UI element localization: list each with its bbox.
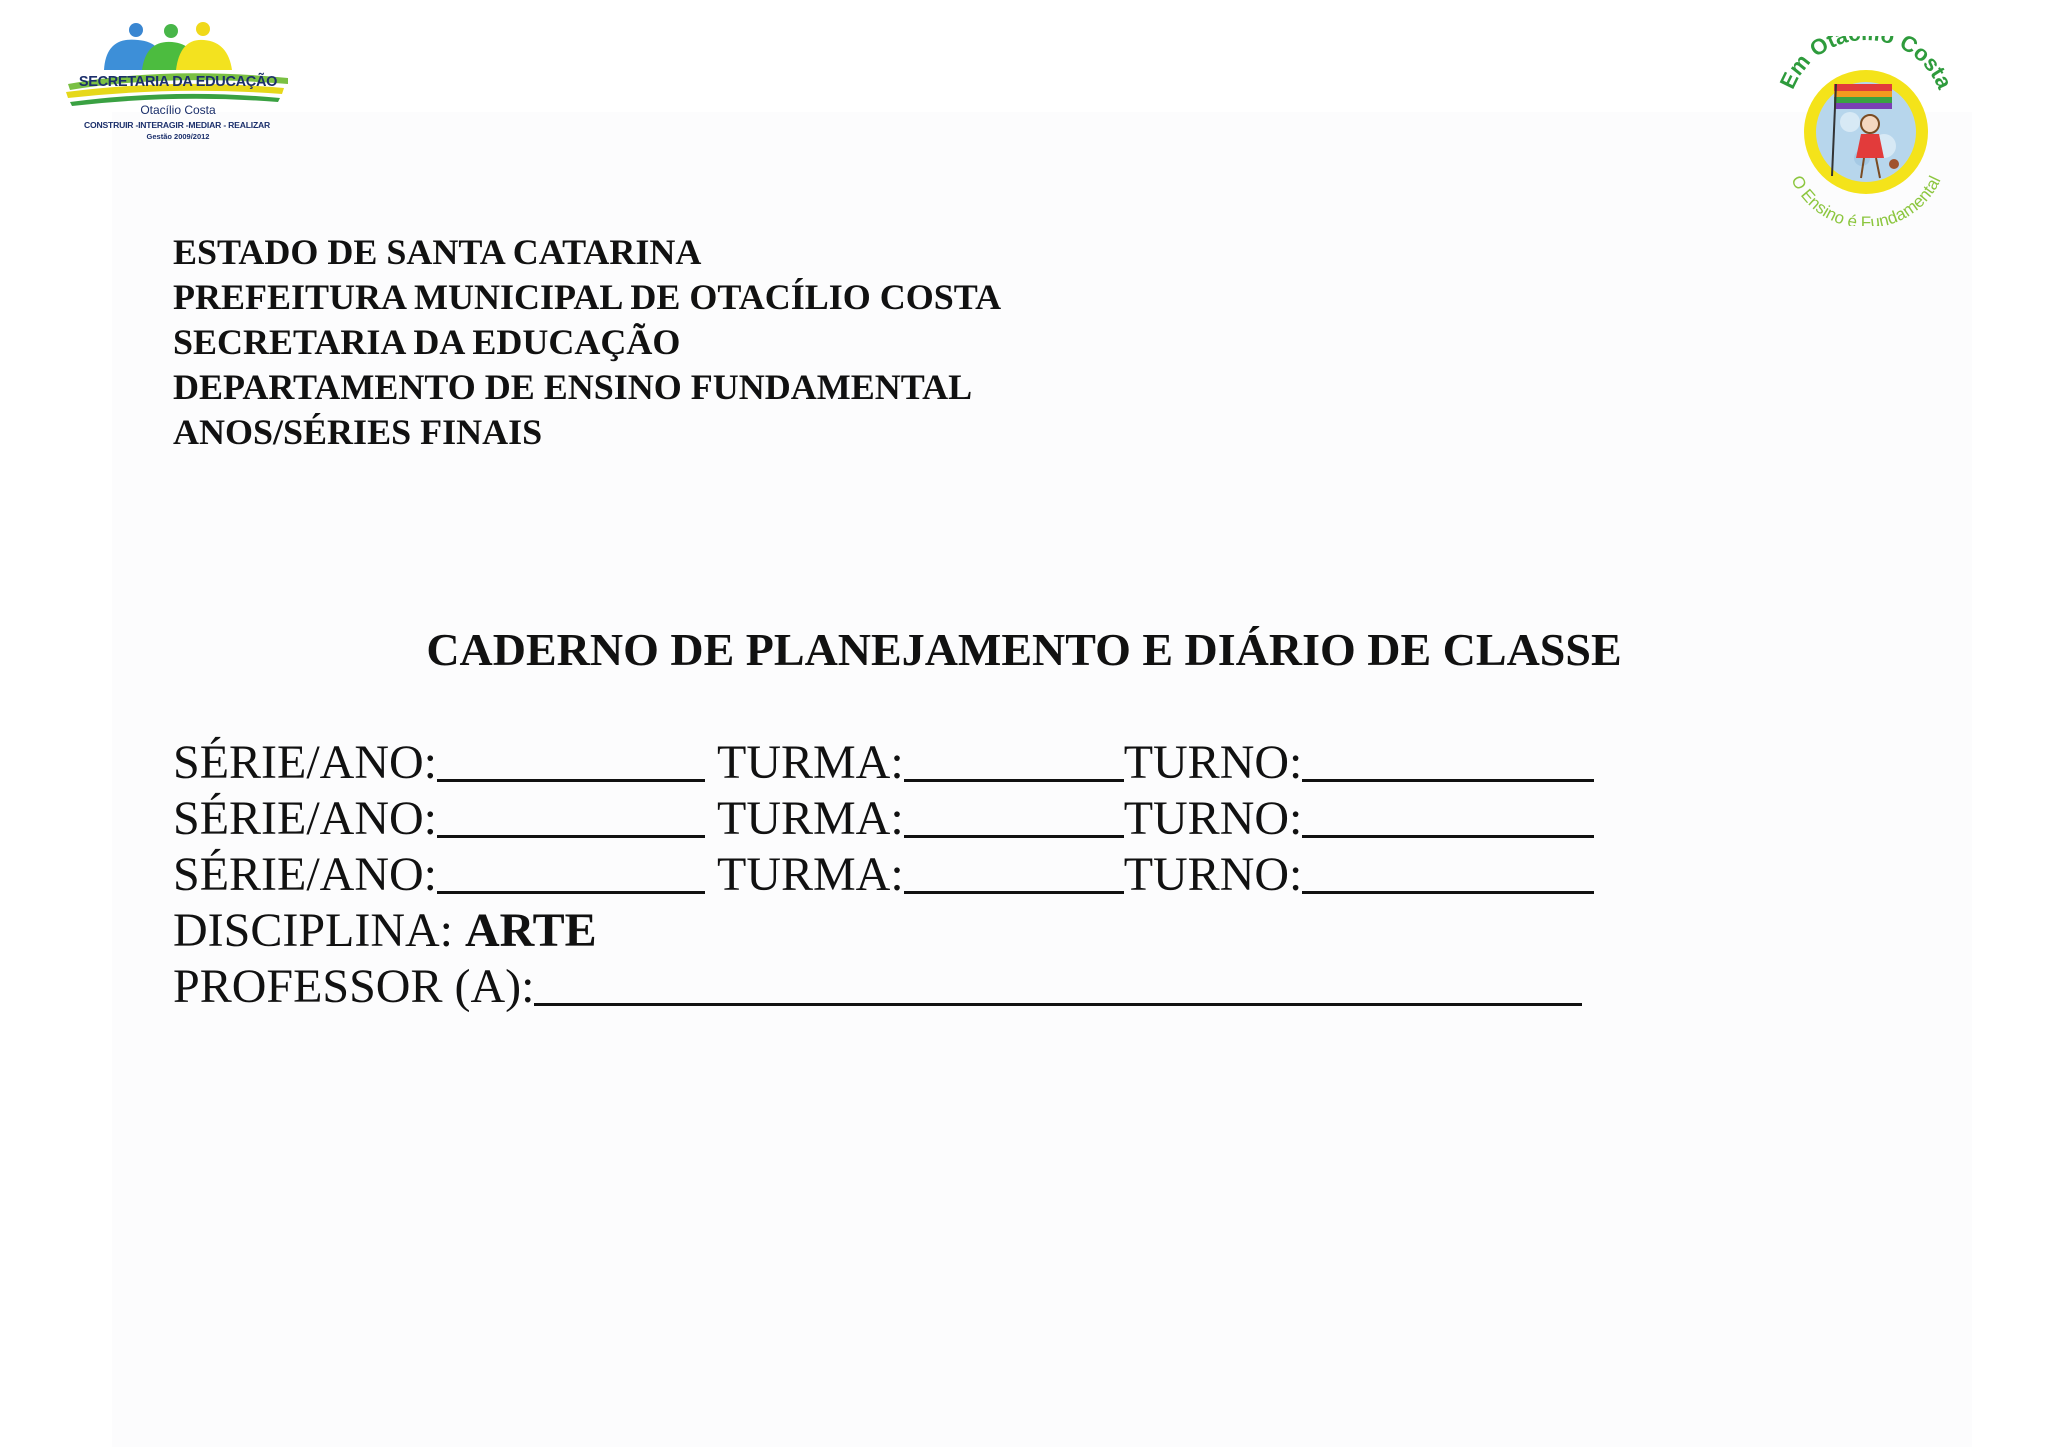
turma-field[interactable] <box>904 739 1124 782</box>
header-municipality: PREFEITURA MUNICIPAL DE OTACÍLIO COSTA <box>173 277 1002 317</box>
seal-top-text: Em Ota Costa <box>1774 36 1958 93</box>
turno-label: TURNO: <box>1123 736 1303 789</box>
seal-badge-icon <box>1766 36 1966 226</box>
seal-bottom-text: O Ensino é Fundamental <box>1787 172 1945 226</box>
header-level: ANOS/SÉRIES FINAIS <box>173 412 543 452</box>
teacher-row <box>173 959 1594 1015</box>
serie-field[interactable] <box>437 739 705 782</box>
turma-field[interactable] <box>904 795 1124 838</box>
turma-label: TURMA: <box>717 792 904 845</box>
header-state: ESTADO DE SANTA CATARINA <box>173 232 702 272</box>
serie-label: SÉRIE/ANO: <box>173 736 437 789</box>
turma-label: TURMA: <box>717 736 904 789</box>
secretaria-logo <box>66 18 288 141</box>
turno-field[interactable] <box>1302 795 1594 838</box>
logo-title: SECRETARIA DA EDUCAÇÃO <box>78 74 278 90</box>
header-secretariat: SECRETARIA DA EDUCAÇÃO <box>173 322 681 362</box>
class-row <box>173 735 1594 791</box>
institution-header <box>173 230 1001 455</box>
turma-field[interactable] <box>904 851 1124 894</box>
logo-motto: CONSTRUIR -INTERAGIR -MEDIAR - REALIZAR <box>83 120 271 130</box>
logo-term: Gestão 2009/2012 <box>146 132 210 141</box>
discipline-value: ARTE <box>465 904 597 957</box>
turno-label: TURNO: <box>1123 848 1303 901</box>
discipline-row <box>173 903 1594 959</box>
logo-city: Otacílio Costa <box>140 103 216 117</box>
turno-label: TURNO: <box>1123 792 1303 845</box>
turno-field[interactable] <box>1302 739 1594 782</box>
serie-field[interactable] <box>437 795 705 838</box>
serie-label: SÉRIE/ANO: <box>173 848 437 901</box>
serie-field[interactable] <box>437 851 705 894</box>
document-title: CADERNO DE PLANEJAMENTO E DIÁRIO DE CLASSE <box>426 624 1622 675</box>
teacher-field[interactable] <box>534 963 1582 1006</box>
class-form <box>173 735 1594 1015</box>
turma-label: TURMA: <box>717 848 904 901</box>
class-row <box>173 791 1594 847</box>
turno-field[interactable] <box>1302 851 1594 894</box>
discipline-label: DISCIPLINA: <box>173 904 466 957</box>
school-seal-logo <box>1766 36 1966 226</box>
serie-label: SÉRIE/ANO: <box>173 792 437 845</box>
teacher-label: PROFESSOR (A): <box>173 960 535 1013</box>
class-row <box>173 847 1594 903</box>
header-department: DEPARTAMENTO DE ENSINO FUNDAMENTAL <box>173 367 973 407</box>
